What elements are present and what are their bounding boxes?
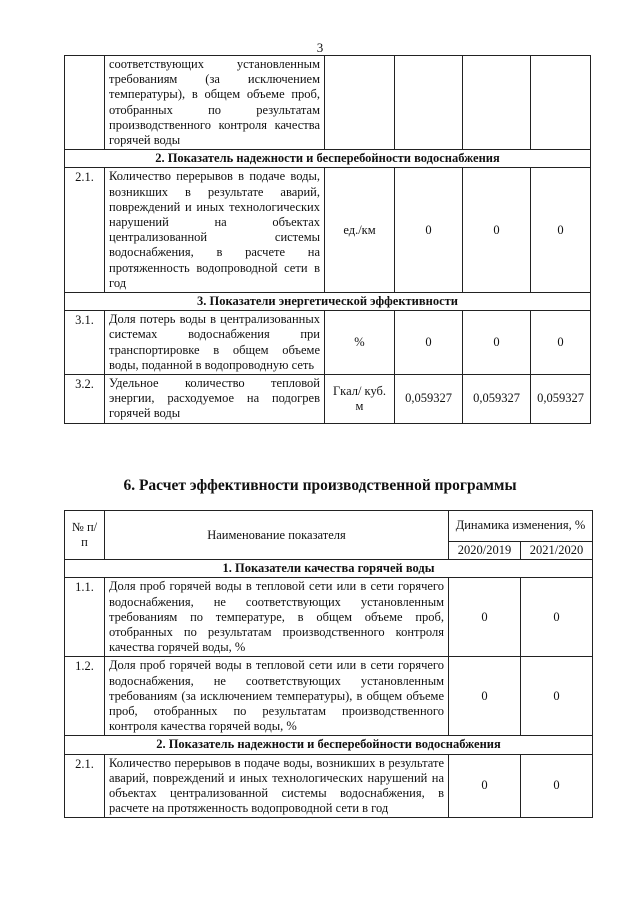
row-description: Доля проб горячей воды в тепловой сети или в сети горячего водоснабжения, не соответствующих установленным требованиям по температуре, в общем объеме проб, отобранных по результатам производственного контроля качества горячей воды, %: [105, 578, 449, 657]
section-title: 2. Показатель надежности и бесперебойности водоснабжения: [65, 150, 591, 168]
section-title: 3. Показатели энергетической эффективности: [65, 293, 591, 311]
header-col1: 2020/2019: [449, 542, 521, 560]
section-row: [65, 293, 591, 311]
row-description: Количество перерывов в подаче воды, возникших в результате аварий, повреждений и иных технологических нарушений на объектах централизованной системы водоснабжения, в расчете на протяженность водопроводной сети в год: [105, 754, 449, 818]
row-number: 3.1.: [65, 311, 105, 375]
row-description: соответствующих установленным требованиям (за исключением температуры), в общем объеме проб, отобранных по результатам производственного контроля качества горячей воды: [105, 56, 325, 150]
page-number: 3: [316, 40, 324, 55]
row-unit: Гкал/ куб. м: [325, 375, 395, 424]
row-number: 3.2.: [65, 375, 105, 424]
row-unit: %: [325, 311, 395, 375]
table-row: [65, 754, 593, 818]
row-value-1: 0: [395, 311, 463, 375]
header-dynamics: Динамика изменения, %: [449, 511, 593, 542]
section-row: [65, 560, 593, 578]
row-value-3: 0: [531, 311, 591, 375]
header-row: [65, 511, 593, 542]
row-value-1: 0,059327: [395, 375, 463, 424]
row-unit: ед./км: [325, 168, 395, 293]
row-number: [65, 56, 105, 150]
row-value-2: 0,059327: [463, 375, 531, 424]
indicators-table-body: [65, 56, 591, 424]
row-number: 2.1.: [65, 754, 105, 818]
table-row: [65, 311, 591, 375]
row-value-3: [531, 56, 591, 150]
table-row: [65, 168, 591, 293]
row-number: 1.1.: [65, 578, 105, 657]
header-num: № п/п: [65, 511, 105, 560]
section-row: [65, 150, 591, 168]
table-row: [65, 375, 591, 424]
row-number: 2.1.: [65, 168, 105, 293]
section-title: 1. Показатели качества горячей воды: [65, 560, 593, 578]
row-value-2: 0: [521, 578, 593, 657]
section-heading: 6. Расчет эффективности производственной программы: [123, 477, 517, 494]
section-row: [65, 736, 593, 754]
row-value-1: 0: [449, 657, 521, 736]
row-description: Количество перерывов в подаче воды, возникших в результате аварий, повреждений и иных технологических нарушений на объектах централизованной системы водоснабжения, в расчете на протяженность водопроводной сети в год: [105, 168, 325, 293]
row-value-1: 0: [449, 578, 521, 657]
row-unit: [325, 56, 395, 150]
efficiency-table: [64, 510, 593, 818]
row-value-2: 0: [463, 311, 531, 375]
row-description: Доля проб горячей воды в тепловой сети или в сети горячего водоснабжения, не соответствующих установленным требованиям (за исключением температуры), в общем объеме проб, отобранных по результатам производственного контроля качества горячей воды, %: [105, 657, 449, 736]
row-value-1: 0: [395, 168, 463, 293]
row-value-1: [395, 56, 463, 150]
row-description: Доля потерь воды в централизованных системах водоснабжения при транспортировке в общем объеме воды, поданной в водопроводную сеть: [105, 311, 325, 375]
table-row: [65, 578, 593, 657]
indicators-table: [64, 55, 591, 424]
section-title: 2. Показатель надежности и бесперебойности водоснабжения: [65, 736, 593, 754]
row-value-1: 0: [449, 754, 521, 818]
table-row: [65, 56, 591, 150]
table-row: [65, 657, 593, 736]
row-value-2: 0: [521, 754, 593, 818]
row-value-2: 0: [521, 657, 593, 736]
row-value-3: 0: [531, 168, 591, 293]
row-value-3: 0,059327: [531, 375, 591, 424]
header-col2: 2021/2020: [521, 542, 593, 560]
header-name: Наименование показателя: [105, 511, 449, 560]
efficiency-table-body: [65, 560, 593, 818]
row-value-2: 0: [463, 168, 531, 293]
row-value-2: [463, 56, 531, 150]
row-description: Удельное количество тепловой энергии, расходуемое на подогрев горячей воды: [105, 375, 325, 424]
row-number: 1.2.: [65, 657, 105, 736]
